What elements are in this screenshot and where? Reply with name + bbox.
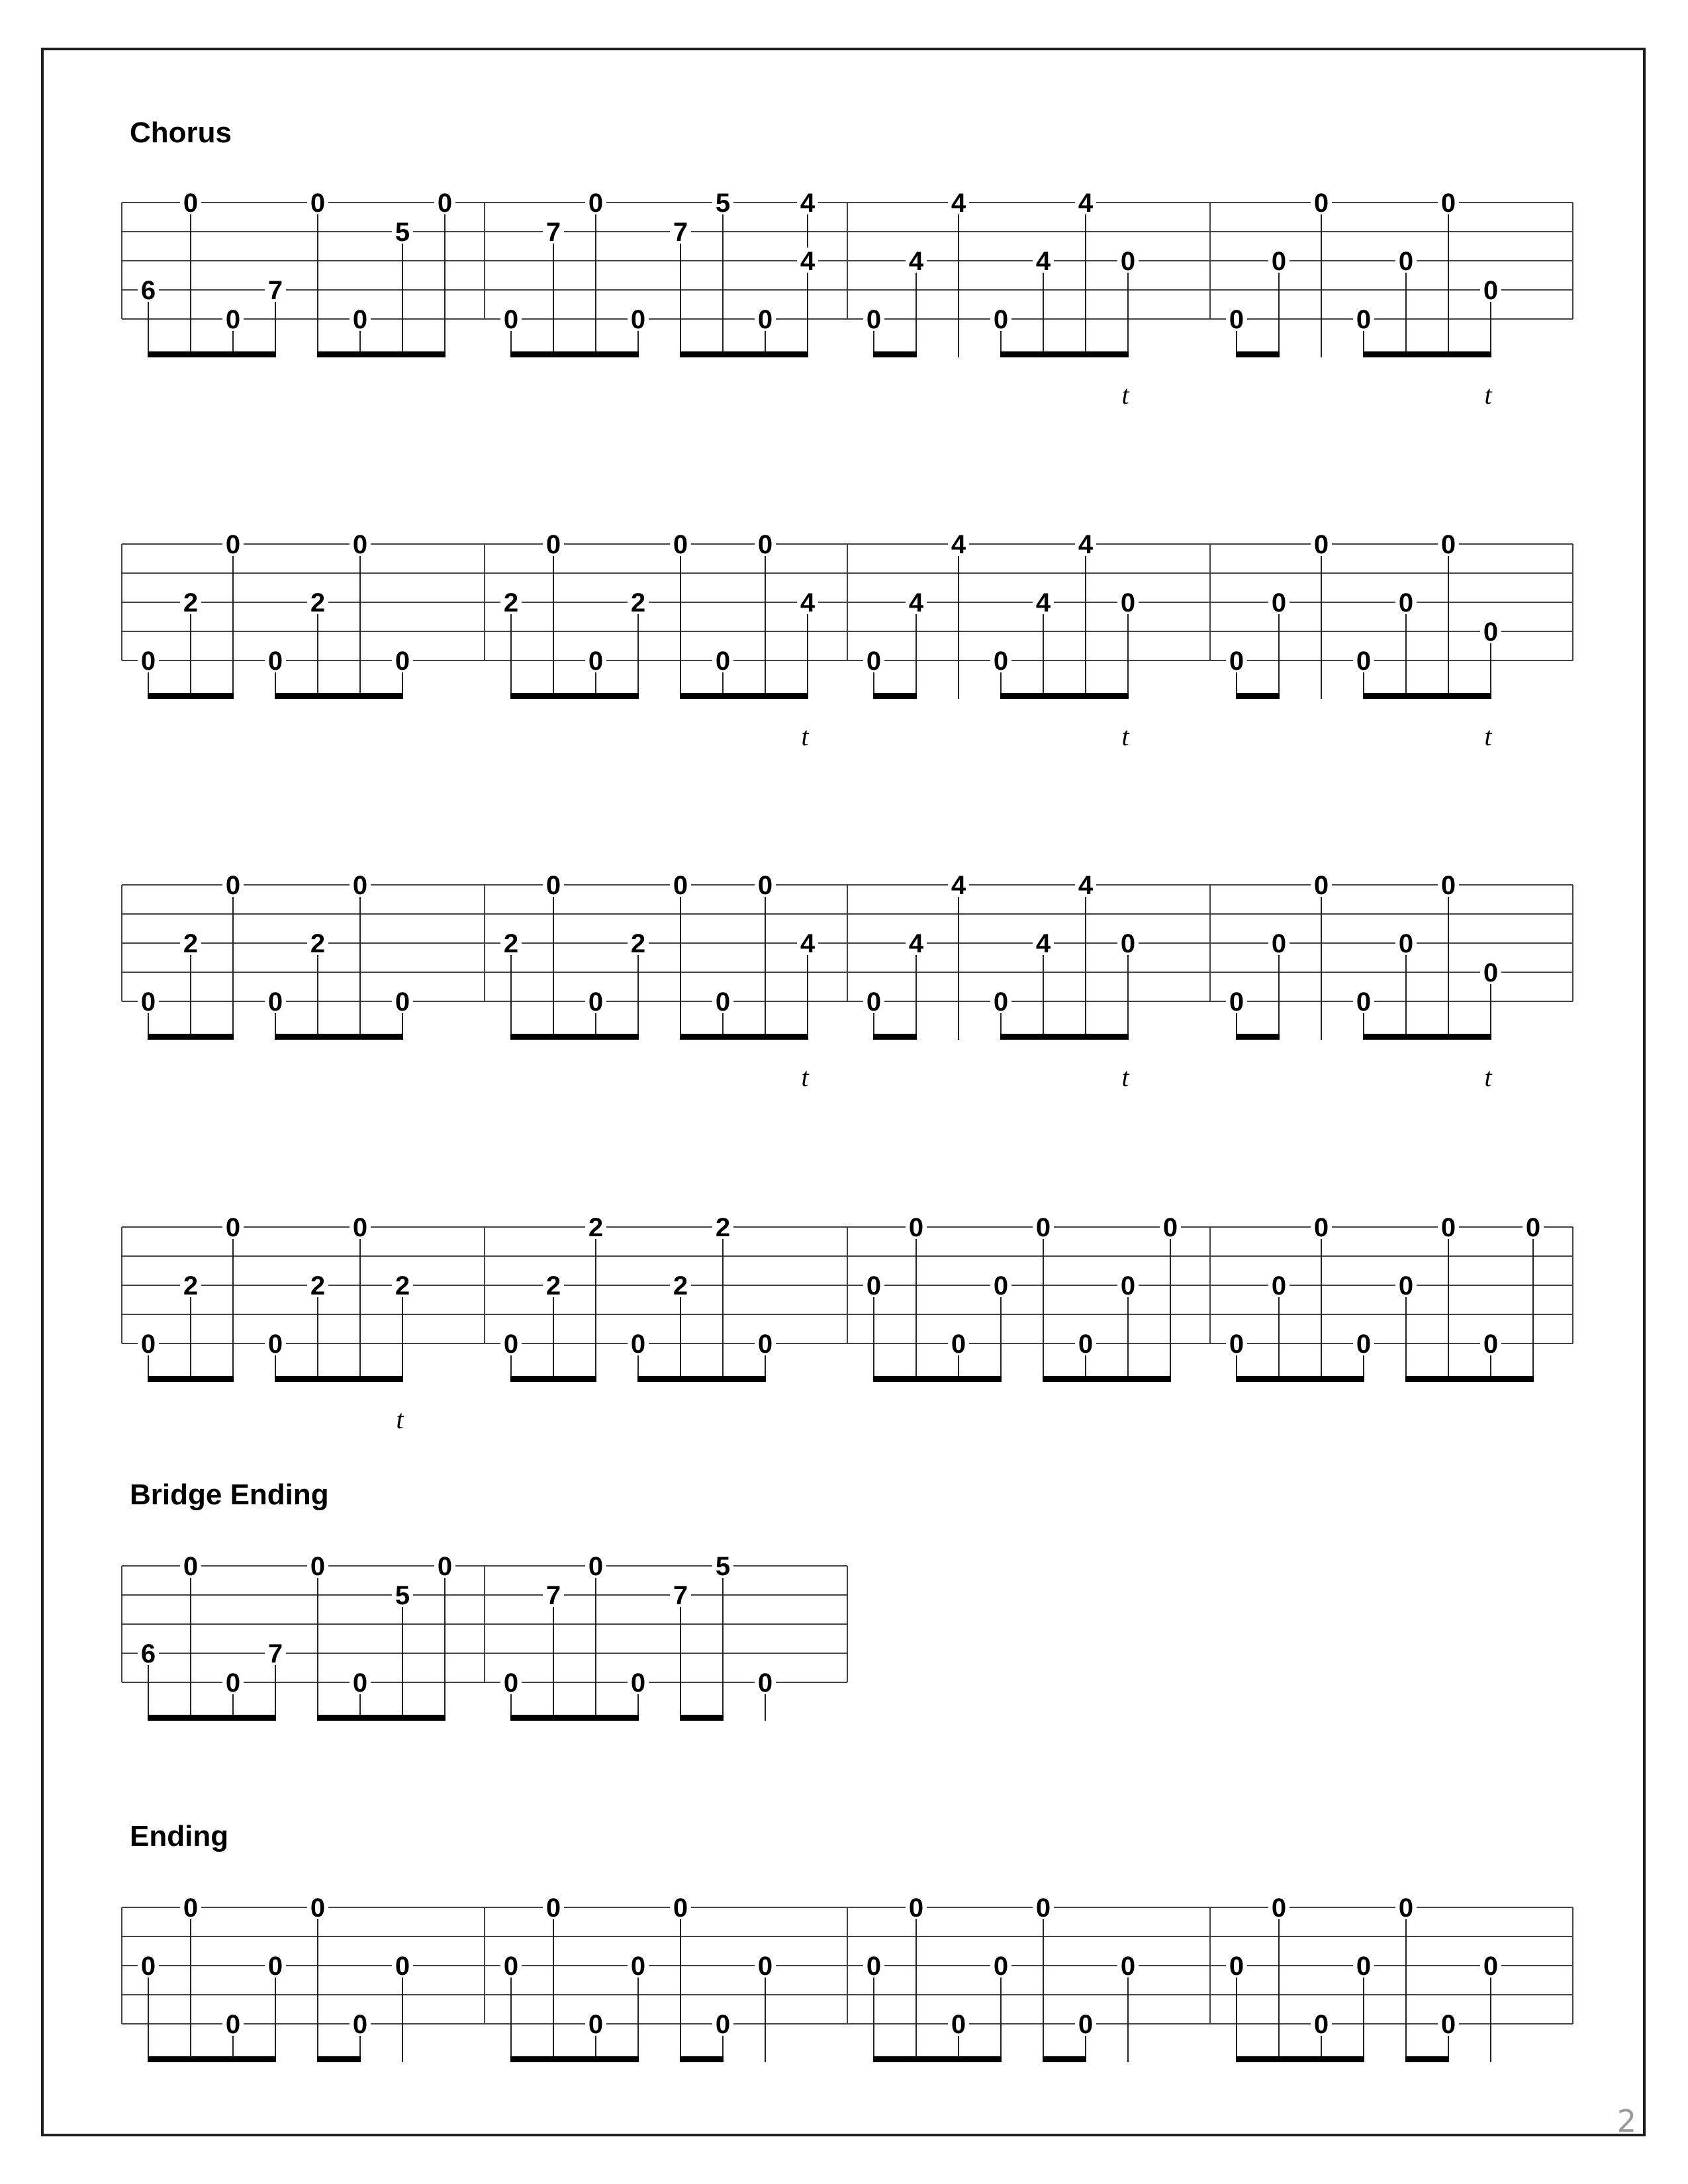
fret-number: 0 [1271,588,1287,617]
technique-mark: t [801,1062,809,1092]
fret-number: 0 [1313,1213,1329,1242]
fret-number: 0 [140,1330,156,1359]
technique-mark: t [1121,721,1129,751]
fret-number: 0 [1313,871,1329,900]
fret-number: 0 [503,1330,519,1359]
fret-number: 2 [503,588,519,617]
fret-number: 2 [588,1213,604,1242]
fret-number: 0 [866,1952,882,1981]
note-beam [510,693,639,699]
note-beam [510,1376,596,1382]
note-beam [148,2056,276,2062]
note-beam [510,2056,639,2062]
note-beam [275,1034,403,1040]
fret-number: 0 [1398,588,1414,617]
note-beam [317,351,445,357]
note-beam [1043,1376,1171,1382]
note-beam [148,1715,276,1721]
note-beam [510,1034,639,1040]
fret-number: 4 [1035,929,1051,958]
fret-number: 0 [352,871,368,900]
fret-number: 2 [310,929,326,958]
fret-number: 0 [1356,987,1372,1017]
fret-number: 0 [588,987,604,1017]
fret-number: 0 [866,647,882,676]
fret-number: 0 [1398,929,1414,958]
fret-number: 0 [715,987,731,1017]
fret-number: 0 [588,647,604,676]
note-beam [1236,351,1280,357]
fret-number: 6 [140,1639,156,1668]
note-beam [1236,693,1280,699]
note-beam [148,351,276,357]
fret-number: 0 [352,1213,368,1242]
fret-number: 0 [1398,247,1414,276]
fret-number: 0 [225,2010,241,2039]
fret-number: 0 [1483,1330,1499,1359]
fret-number: 0 [757,1330,773,1359]
fret-number: 0 [437,1552,453,1581]
fret-number: 0 [545,530,561,559]
fret-number: 0 [1229,987,1244,1017]
fret-number: 2 [503,929,519,958]
section-title-bridge-ending: Bridge Ending [130,1479,329,1511]
technique-mark: t [1121,1062,1129,1092]
fret-number: 0 [1120,247,1136,276]
fret-number: 4 [1035,588,1051,617]
technique-mark: t [1484,380,1492,410]
fret-number: 0 [1229,1330,1244,1359]
fret-number: 0 [1229,647,1244,676]
fret-number: 0 [1483,276,1499,305]
fret-number: 0 [757,1668,773,1698]
fret-number: 7 [267,276,283,305]
fret-number: 0 [757,305,773,334]
note-beam [1236,1034,1280,1040]
fret-number: 0 [673,871,688,900]
fret-number: 0 [588,189,604,218]
note-beam [1236,2056,1364,2062]
fret-number: 0 [993,1952,1009,1981]
fret-number: 0 [352,1668,368,1698]
fret-number: 0 [673,530,688,559]
fret-number: 0 [630,305,646,334]
fret-number: 0 [1313,530,1329,559]
fret-number: 2 [183,588,199,617]
fret-number: 0 [908,1213,924,1242]
fret-number: 0 [1525,1213,1541,1242]
note-beam [1363,351,1491,357]
fret-number: 0 [225,1213,241,1242]
note-beam [873,1376,1002,1382]
fret-number: 0 [1271,929,1287,958]
fret-number: 0 [1440,871,1456,900]
note-beam [148,1376,234,1382]
fret-number: 0 [267,987,283,1017]
note-beam [1363,1034,1491,1040]
fret-number: 0 [757,871,773,900]
fret-number: 0 [395,647,410,676]
fret-number: 0 [183,1552,199,1581]
fret-number: 0 [757,1952,773,1981]
fret-number: 0 [352,530,368,559]
note-beam [1363,693,1491,699]
fret-number: 4 [1078,871,1094,900]
fret-number: 0 [908,1893,924,1923]
fret-number: 0 [395,1952,410,1981]
fret-number: 7 [673,218,688,247]
note-beam [873,693,917,699]
note-beam [275,693,403,699]
fret-number: 2 [310,588,326,617]
fret-number: 2 [183,929,199,958]
fret-number: 0 [1120,588,1136,617]
fret-number: 0 [1229,305,1244,334]
fret-number: 0 [225,305,241,334]
fret-number: 7 [267,1639,283,1668]
fret-number: 0 [1035,1213,1051,1242]
fret-number: 0 [588,1552,604,1581]
fret-number: 0 [1356,647,1372,676]
fret-number: 0 [866,305,882,334]
note-beam [637,1376,766,1382]
note-beam [148,1034,234,1040]
fret-number: 7 [545,1581,561,1610]
fret-number: 0 [1483,1952,1499,1981]
fret-number: 5 [715,189,731,218]
fret-number: 0 [310,189,326,218]
fret-number: 4 [800,247,816,276]
fret-number: 4 [951,871,966,900]
note-beam [148,693,234,699]
note-beam [510,351,639,357]
note-beam [680,693,808,699]
fret-number: 0 [757,530,773,559]
fret-number: 0 [1078,2010,1094,2039]
fret-number: 0 [588,2010,604,2039]
fret-number: 0 [1440,1213,1456,1242]
fret-number: 0 [1356,1952,1372,1981]
fret-number: 4 [800,588,816,617]
note-beam [873,1034,917,1040]
fret-number: 2 [545,1271,561,1300]
fret-number: 4 [1078,189,1094,218]
fret-number: 0 [1440,189,1456,218]
fret-number: 0 [951,2010,966,2039]
fret-number: 0 [1483,958,1499,987]
note-beam [680,1715,724,1721]
fret-number: 0 [545,871,561,900]
fret-number: 0 [1120,1952,1136,1981]
fret-number: 0 [225,530,241,559]
fret-number: 4 [951,530,966,559]
fret-number: 0 [1356,305,1372,334]
fret-number: 0 [1271,247,1287,276]
note-beam [680,351,808,357]
technique-mark: t [1121,380,1129,410]
fret-number: 0 [267,1330,283,1359]
technique-mark: t [1484,1062,1492,1092]
fret-number: 0 [437,189,453,218]
note-beam [510,1715,639,1721]
fret-number: 4 [1035,247,1051,276]
section-title-chorus: Chorus [130,116,232,149]
fret-number: 0 [503,1668,519,1698]
fret-number: 0 [1271,1271,1287,1300]
fret-number: 0 [503,1952,519,1981]
fret-number: 4 [1078,530,1094,559]
fret-number: 0 [866,987,882,1017]
fret-number: 0 [1440,530,1456,559]
fret-number: 0 [1120,1271,1136,1300]
technique-mark: t [801,721,809,751]
fret-number: 7 [673,1581,688,1610]
fret-number: 0 [183,189,199,218]
fret-number: 4 [908,588,924,617]
fret-number: 5 [395,218,410,247]
fret-number: 0 [1356,1330,1372,1359]
fret-number: 0 [1440,2010,1456,2039]
fret-number: 0 [140,647,156,676]
fret-number: 5 [395,1581,410,1610]
fret-number: 5 [715,1552,731,1581]
fret-number: 0 [993,305,1009,334]
fret-number: 0 [183,1893,199,1923]
fret-number: 2 [715,1213,731,1242]
note-beam [1405,2056,1449,2062]
fret-number: 7 [545,218,561,247]
note-beam [317,1715,445,1721]
fret-number: 0 [715,647,731,676]
fret-number: 0 [993,647,1009,676]
note-beam [1043,2056,1086,2062]
fret-number: 0 [866,1271,882,1300]
fret-number: 0 [1229,1952,1244,1981]
fret-number: 6 [140,276,156,305]
fret-number: 0 [225,1668,241,1698]
note-beam [680,2056,724,2062]
fret-number: 0 [267,1952,283,1981]
fret-number: 0 [310,1552,326,1581]
fret-number: 0 [352,305,368,334]
technique-mark: t [1484,721,1492,751]
fret-number: 4 [908,929,924,958]
fret-number: 0 [715,2010,731,2039]
fret-number: 2 [673,1271,688,1300]
fret-number: 4 [908,247,924,276]
fret-number: 0 [1120,929,1136,958]
fret-number: 0 [630,1330,646,1359]
fret-number: 0 [1162,1213,1178,1242]
fret-number: 4 [951,189,966,218]
fret-number: 0 [545,1893,561,1923]
fret-number: 0 [1313,189,1329,218]
fret-number: 0 [140,1952,156,1981]
fret-number: 0 [503,305,519,334]
fret-number: 0 [1078,1330,1094,1359]
fret-number: 0 [951,1330,966,1359]
note-beam [1236,1376,1364,1382]
section-title-ending: Ending [130,1820,229,1852]
note-beam [275,1376,403,1382]
note-beam [873,2056,1002,2062]
note-beam [680,1034,808,1040]
fret-number: 2 [630,588,646,617]
note-beam [873,351,917,357]
fret-number: 0 [1483,617,1499,647]
fret-number: 0 [673,1893,688,1923]
fret-number: 0 [395,987,410,1017]
fret-number: 0 [630,1668,646,1698]
fret-number: 0 [140,987,156,1017]
fret-number: 0 [993,987,1009,1017]
fret-number: 0 [1313,2010,1329,2039]
note-beam [317,2056,361,2062]
fret-number: 0 [267,647,283,676]
page-number: 2 [1617,2103,1636,2139]
fret-number: 2 [183,1271,199,1300]
fret-number: 0 [225,871,241,900]
technique-mark: t [396,1404,404,1434]
fret-number: 4 [800,929,816,958]
fret-number: 0 [1035,1893,1051,1923]
fret-number: 0 [1398,1271,1414,1300]
fret-number: 0 [352,2010,368,2039]
fret-number: 0 [310,1893,326,1923]
fret-number: 0 [993,1271,1009,1300]
fret-number: 2 [310,1271,326,1300]
fret-number: 0 [1398,1893,1414,1923]
fret-number: 2 [395,1271,410,1300]
fret-number: 0 [630,1952,646,1981]
note-beam [1000,1034,1129,1040]
fret-number: 0 [1271,1893,1287,1923]
fret-number: 2 [630,929,646,958]
fret-number: 4 [800,189,816,218]
note-beam [1405,1376,1534,1382]
note-beam [1000,693,1129,699]
note-beam [1000,351,1129,357]
